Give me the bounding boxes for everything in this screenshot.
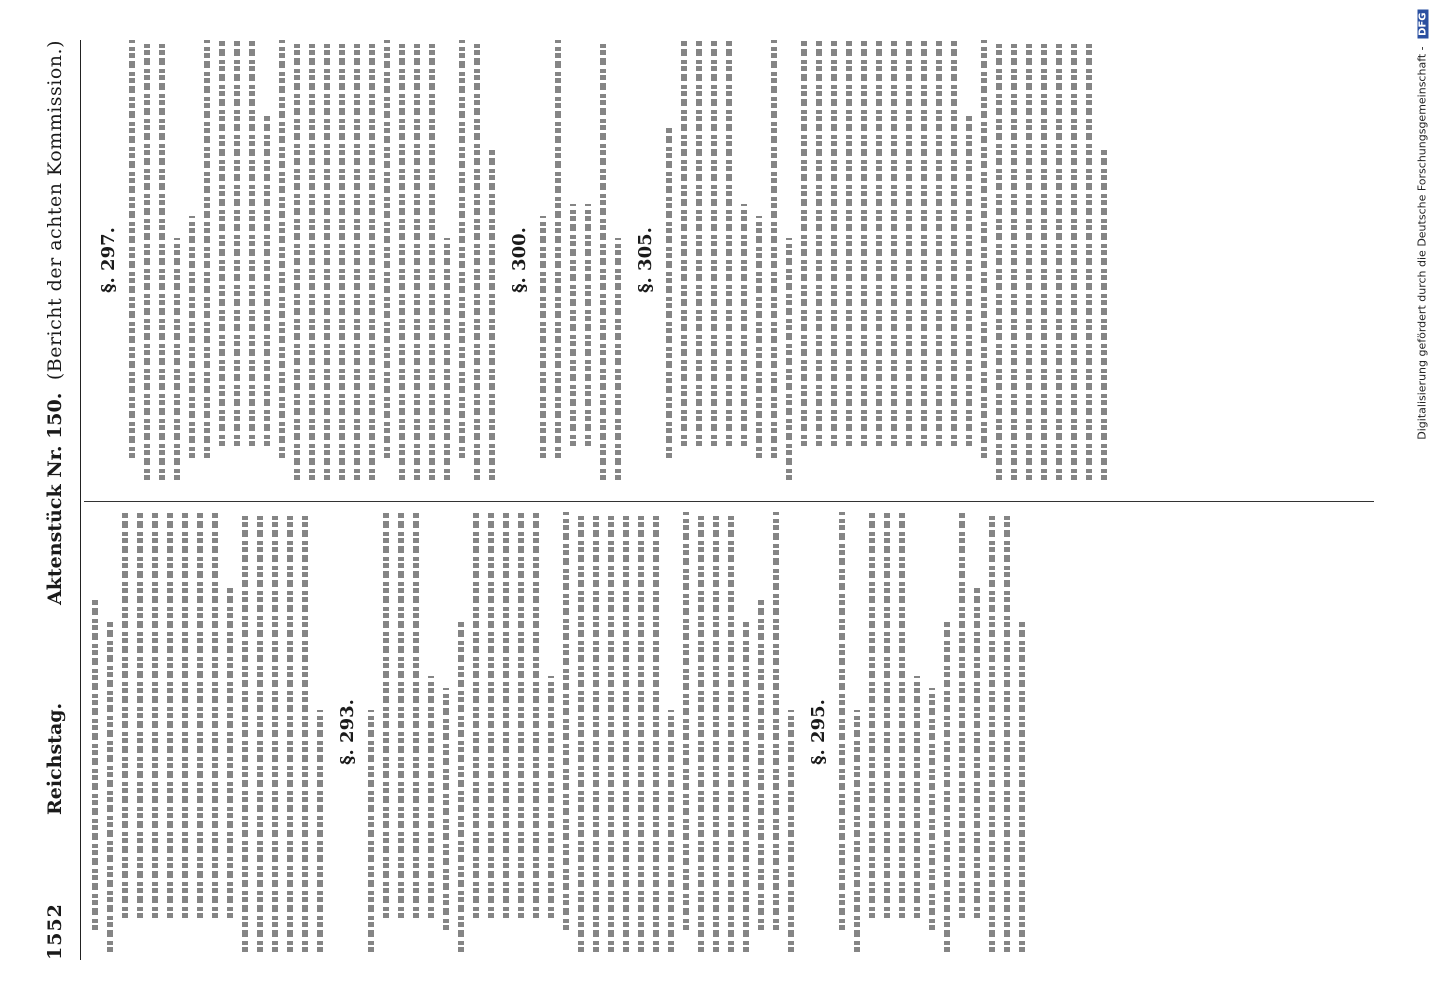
text-line [771,40,777,458]
text-line [182,512,188,918]
section-heading: §. 295. [808,699,829,765]
text-line [488,512,494,918]
text-line [458,622,464,952]
margin-note-text: Digitalisierung gefördert durch die Deutsche Forschungsgemeinschaft - [1415,46,1429,440]
text-line [711,40,717,446]
text-block [540,40,621,480]
text-line [1101,150,1107,480]
text-line [585,204,591,446]
text-line [324,40,330,480]
text-line [212,512,218,918]
text-line [884,512,890,918]
text-line [1071,40,1077,480]
text-line [369,40,375,480]
text-line [696,40,702,446]
header-report-title: (Bericht der achten Kommission.) [44,40,66,381]
text-line [1056,40,1062,480]
text-line [741,204,747,446]
text-line [743,622,749,952]
text-line [204,40,210,458]
text-line [354,40,360,480]
text-line [227,588,233,918]
text-line [728,512,734,952]
text-line [638,512,644,952]
text-line [959,512,965,918]
section-heading: §. 293. [337,699,358,765]
text-line [861,40,867,446]
text-line [294,40,300,480]
text-line [339,40,345,480]
text-line [368,710,374,952]
text-block [368,512,794,952]
text-line [503,512,509,918]
text-line [474,40,480,480]
page-number: 1552 [44,903,66,960]
text-line [429,40,435,480]
text-line [831,40,837,446]
text-line [666,128,672,458]
section-heading: §. 297. [98,227,119,293]
text-line [518,512,524,918]
text-line [974,588,980,918]
text-line [944,622,950,952]
text-line [197,512,203,918]
text-line [1026,40,1032,480]
dfg-logo: DFG [1418,10,1429,39]
text-line [914,676,920,918]
text-line [122,512,128,918]
text-line [92,600,98,930]
text-line [249,40,255,446]
text-line [981,40,987,458]
text-line [459,40,465,458]
text-line [413,512,419,918]
text-line [152,512,158,918]
page-header [40,40,74,960]
text-line [668,710,674,952]
section-heading: §. 305. [635,227,656,293]
text-line [788,710,794,952]
text-line [317,710,323,952]
text-line [773,512,779,930]
text-line [167,512,173,918]
text-line [1041,40,1047,480]
text-block [839,512,1025,952]
text-line [681,40,687,446]
text-line [726,40,732,446]
text-line [384,40,390,458]
text-line [174,238,180,480]
text-line [653,512,659,952]
text-line [683,512,689,930]
text-line [399,40,405,480]
dfg-margin-note [1412,6,1432,996]
text-line [473,512,479,918]
text-line [936,40,942,446]
text-line [966,116,972,446]
text-line [578,512,584,952]
column-divider [84,501,1374,502]
text-line [287,512,293,952]
text-line [1019,622,1025,952]
text-line [929,688,935,930]
text-line [279,40,285,458]
text-line [906,40,912,446]
text-line [698,512,704,952]
text-line [921,40,927,446]
text-line [548,676,554,918]
text-line [272,512,278,952]
text-line [713,512,719,952]
text-line [951,40,957,446]
text-line [444,238,450,480]
text-line [891,40,897,446]
header-aktenstueck: Aktenstück Nr. 150. [44,392,66,605]
text-line [234,40,240,446]
text-line [869,512,875,918]
text-line [615,238,621,480]
text-line [309,40,315,480]
text-line [816,40,822,446]
text-line [428,676,434,918]
text-line [257,512,263,952]
text-block [129,40,495,480]
text-line [555,40,561,458]
margin-note-text-wrap [1416,10,1429,990]
text-line [540,216,546,458]
text-line [854,710,860,952]
rotated-document-page [32,20,1402,980]
text-line [801,40,807,446]
text-line [129,40,135,458]
text-line [144,40,150,480]
header-rule [80,40,81,960]
text-line [219,40,225,446]
text-line [563,512,569,930]
text-line [1004,512,1010,952]
text-line [533,512,539,918]
text-line [1011,40,1017,480]
right-column [92,40,1121,480]
text-line [489,150,495,480]
left-column [92,512,1039,952]
text-block [92,512,323,952]
text-line [600,40,606,480]
text-line [846,40,852,446]
text-line [876,40,882,446]
text-line [159,40,165,480]
text-line [839,512,845,930]
text-block [666,40,1107,480]
text-line [570,204,576,446]
text-line [414,40,420,480]
section-heading: §. 300. [509,227,530,293]
text-line [302,512,308,952]
text-line [623,512,629,952]
text-line [996,40,1002,480]
text-line [593,512,599,952]
text-line [383,512,389,918]
text-line [758,600,764,930]
header-reichstag: Reichstag. [44,702,66,815]
text-line [137,512,143,918]
text-line [1086,40,1092,480]
text-line [786,238,792,480]
text-line [756,216,762,458]
text-line [899,512,905,918]
text-line [242,512,248,952]
text-line [189,216,195,458]
text-line [608,512,614,952]
text-line [264,116,270,446]
text-line [398,512,404,918]
text-line [989,512,995,952]
text-line [107,622,113,952]
text-line [443,688,449,930]
